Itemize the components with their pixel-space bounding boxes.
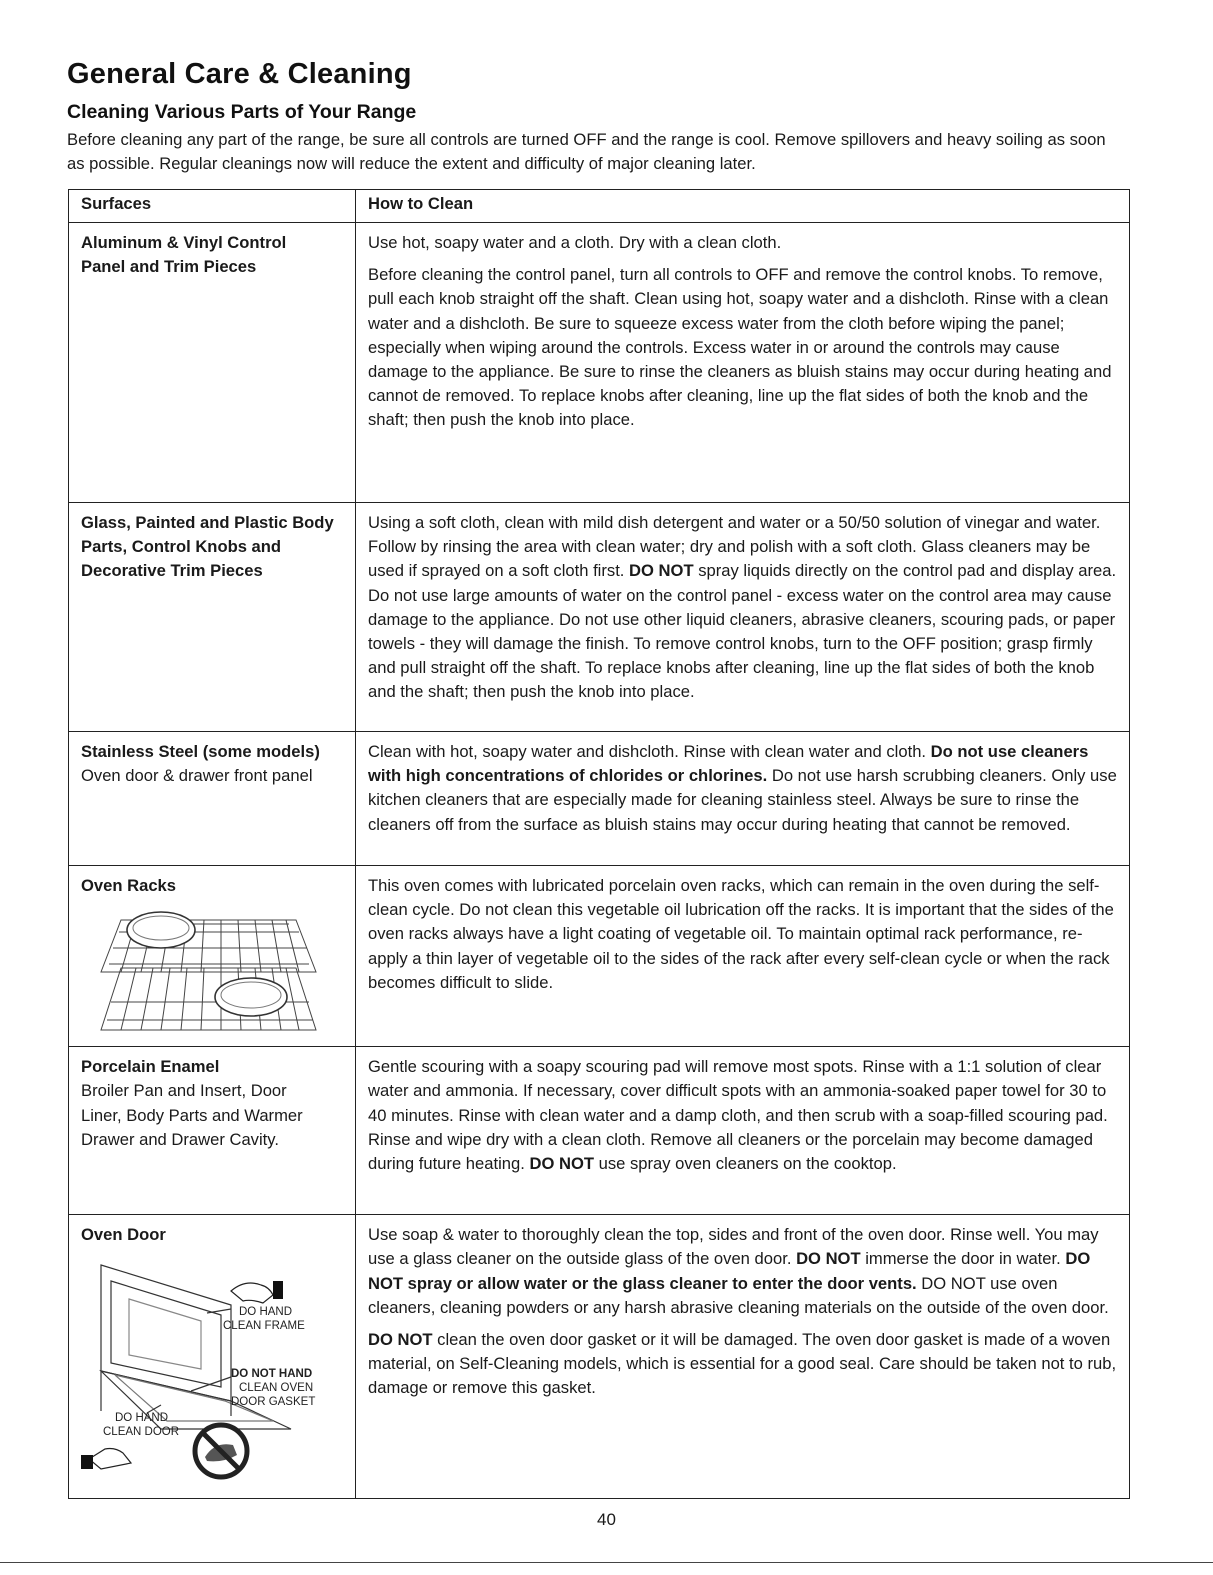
how-to-clean-cell xyxy=(356,1215,1130,1499)
how-to-clean-cell xyxy=(356,223,1130,503)
cleaning-table xyxy=(68,189,1130,1499)
page-title: General Care & Cleaning xyxy=(67,58,412,90)
surface-cell xyxy=(69,732,356,866)
surface-cell xyxy=(69,503,356,732)
surface-cell xyxy=(69,1047,356,1215)
instruction-part: Clean with hot, soapy water and dishcloth. Rinse with clean water and cloth. xyxy=(368,742,927,761)
label-do-hand-door: DO HAND xyxy=(115,1412,169,1425)
oven-rack-illustration xyxy=(81,902,331,1040)
warning-text: DO NOT xyxy=(796,1249,861,1269)
header-how-to-clean: How to Clean xyxy=(356,190,1130,223)
instruction-text xyxy=(368,1055,1119,1176)
surface-name: Porcelain Enamel xyxy=(81,1057,220,1077)
table-row xyxy=(69,732,1130,866)
surface-name: Stainless Steel (some models) xyxy=(81,742,320,761)
instruction-text xyxy=(368,740,1119,837)
instruction-part: Do not use harsh scrubbing cleaners. Only use kitchen cleaners that are especially made for cleaning stainless steel. Always be sure to rinse the cleaners off from the surface as bluish stains may occur during heating that cannot be removed. xyxy=(368,766,1117,834)
table-header-row xyxy=(69,190,1130,223)
instruction-text xyxy=(368,1328,1119,1401)
label-clean-frame: CLEAN FRAME xyxy=(223,1320,305,1333)
warning-text: DO NOT spray or allow water or the glass cleaner to enter the door vents. xyxy=(368,1249,1091,1293)
warning-text: Do not use cleaners with high concentrations of chlorides or chlorines. xyxy=(368,742,1089,786)
instruction-part: Use soap & water to thoroughly clean the top, sides and front of the oven door. Rinse well. You may use a glass cleaner on the outside glass of the oven door. xyxy=(368,1225,1099,1269)
label-clean-door: CLEAN DOOR xyxy=(103,1426,180,1439)
bottom-rule xyxy=(0,1562,1213,1563)
instruction-part: Gentle scouring with a soapy scouring pad will remove most spots. Rinse with a 1:1 solution of clear water and ammonia. If necessary, cover difficult spots with an ammonia-soaked paper towel for 30 to 40 minutes. Rinse with clean water and a damp cloth, and then scrub with a soap-filled scouring pad. Rinse and wipe dry with a clean cloth. Remove all cleaners or the porcelain may become damaged during future heating. xyxy=(368,1057,1108,1174)
table-row xyxy=(69,866,1130,1047)
surface-name: Oven Door xyxy=(81,1225,166,1245)
table-row xyxy=(69,223,1130,503)
instruction-text xyxy=(368,1223,1119,1320)
label-do-not-hand: DO NOT HAND xyxy=(231,1368,313,1381)
how-to-clean-cell xyxy=(356,866,1130,1047)
instruction-part: DO NOT use oven cleaners, cleaning powders or any harsh abrasive cleaning materials on the outside of the oven door. xyxy=(368,1273,1109,1317)
surface-detail: Oven door & drawer front panel xyxy=(81,766,313,786)
instruction-text xyxy=(368,511,1119,705)
header-surfaces: Surfaces xyxy=(69,190,356,223)
instruction-part: Using a soft cloth, clean with mild dish detergent and water or a 50/50 solution of vinegar and water. Follow by rinsing the area with clean water; dry and polish with a soft cloth. Glass cleaners may be used if sprayed on a soft cloth first. xyxy=(368,513,1101,581)
surface-cell xyxy=(69,1215,356,1499)
table-row xyxy=(69,1047,1130,1215)
section-subtitle: Cleaning Various Parts of Your Range xyxy=(67,101,417,123)
surface-name: Oven Racks xyxy=(81,876,177,895)
instruction-text: This oven comes with lubricated porcelain oven racks, which can remain in the oven during the self-clean cycle. Do not clean this vegetable oil lubrication off the racks. It is important that the sides of the oven racks always have a light coating of vegetable oil. To maintain optimal rack performance, re-apply a thin layer of vegetable oil to the sides of the rack after every self-clean cycle or when the rack becomes difficult to slide. xyxy=(368,876,1114,992)
table-row xyxy=(69,503,1130,732)
instruction-part: immerse the door in water. xyxy=(865,1249,1061,1269)
surface-name: Glass, Painted and Plastic Body Parts, Control Knobs and Decorative Trim Pieces xyxy=(81,513,334,581)
oven-door-illustration xyxy=(81,1251,331,1481)
instruction-part: clean the oven door gasket or it will be damaged. The oven door gasket is made of a woven material, on Self-Cleaning models, which is essential for a good seal. Care should be taken not to rub, damage or remove this gasket. xyxy=(368,1330,1117,1398)
surface-name: Aluminum & Vinyl Control Panel and Trim Pieces xyxy=(81,233,287,277)
label-clean-oven: CLEAN OVEN xyxy=(239,1382,314,1395)
warning-text: DO NOT xyxy=(529,1154,594,1174)
surface-cell xyxy=(69,866,356,1047)
table-row xyxy=(69,1215,1130,1499)
how-to-clean-cell xyxy=(356,1047,1130,1215)
instruction-part: use spray oven cleaners on the cooktop. xyxy=(598,1154,897,1174)
instruction-text: Before cleaning the control panel, turn all controls to OFF and remove the control knobs. To remove, pull each knob straight off the shaft. Clean using hot, soapy water and a dishcloth. Rinse with a clean water and a dishcloth. Be sure to squeeze excess water from the cloth before wiping the panel; especially when wiping around the controls. Excess water in or around the controls may cause damage to the appliance. Be sure to rinse the cleaners as bluish stains may occur during heating and cannot de removed. To replace knobs after cleaning, line up the flat sides of both the knob and the shaft; then push the knob into place. xyxy=(368,265,1112,430)
surface-detail: Broiler Pan and Insert, Door Liner, Body Parts and Warmer Drawer and Drawer Cavity. xyxy=(81,1081,303,1149)
warning-text: DO NOT xyxy=(368,1330,433,1350)
instruction-text: Use hot, soapy water and a cloth. Dry with a clean cloth. xyxy=(368,233,782,252)
instruction-part: spray liquids directly on the control pad and display area. Do not use large amounts of water on the control panel - excess water on the control area may cause damage to the appliance. Do not use other liquid cleaners, abrasive cleaners, scouring pads, or paper towels - they will damage the finish. To remove control knobs, turn to the OFF position; grasp firmly and pull straight off the shaft. To replace knobs after cleaning, line up the flat sides of both the knob and the shaft; then push the knob into place. xyxy=(368,561,1117,702)
label-door-gasket: DOOR GASKET xyxy=(231,1396,316,1409)
warning-text: DO NOT xyxy=(629,561,694,581)
intro-paragraph: Before cleaning any part of the range, be sure all controls are turned OFF and the range is cool. Remove spillovers and heavy soiling as soon as possible. Regular cleanings now will reduce the extent and difficulty of major cleaning later. xyxy=(67,130,1106,173)
how-to-clean-cell xyxy=(356,732,1130,866)
how-to-clean-cell xyxy=(356,503,1130,732)
page-number: 40 xyxy=(597,1510,616,1529)
surface-cell xyxy=(69,223,356,503)
label-do-hand-frame: DO HAND xyxy=(239,1306,293,1319)
